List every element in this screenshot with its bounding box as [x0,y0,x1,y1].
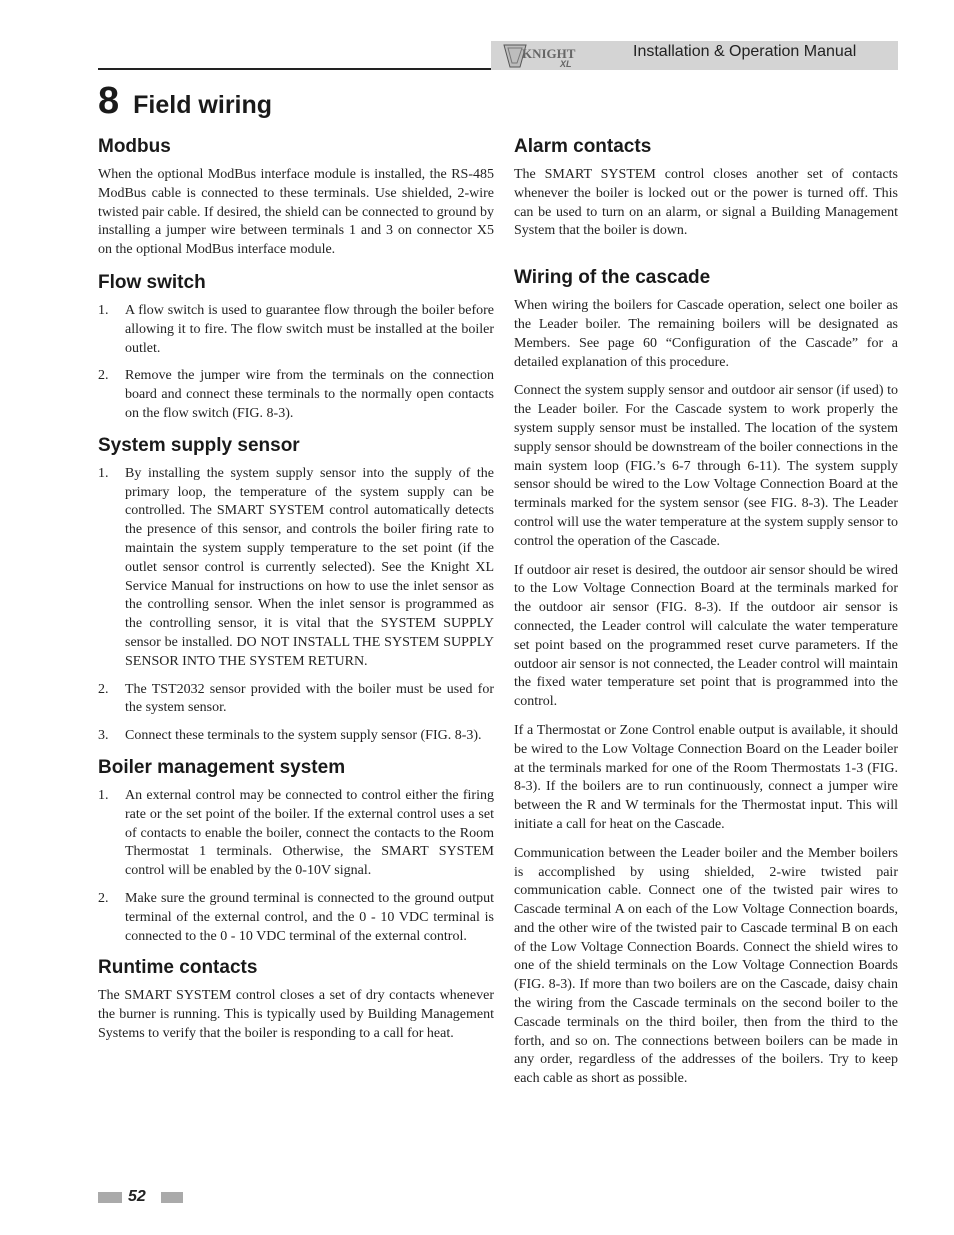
section-heading-system-supply-sensor: System supply sensor [98,434,300,456]
system-supply-sensor-list [98,465,494,746]
logo-text: KNIGHT [522,46,576,61]
section-heading-alarm-contacts: Alarm contacts [514,136,652,157]
section-heading-flow-switch: Flow switch [98,271,206,293]
footer-bar-right [161,1192,183,1203]
cascade-paragraph: Communication between the Leader boiler and the Member boilers is accomplished by using shielded, 2-wire twisted pair communication cable. Connect one of the twisted pair wires to Cascade terminal A on each of the Low Voltage Connection boards, and the other wire of the twisted pair to Cascade terminal B on each of the Low Voltage Connection Boards. Connect the shield wires to one of the shield terminals on the Low Voltage Connection Boards (FIG. 8-3). If more than two boilers are on the Cascade, daisy chain the wiring from the Cascade terminals on the second boiler to the Cascade terminals on the third boiler, then from the third to the forth, and so on. The connections between boilers can be made in any order, regardless of the addresses of the boilers. Try to keep each cable as short as possible. [514,845,898,1087]
flow-switch-list [98,302,494,424]
list-item: 2. Remove the jumper wire from the terminals on the connection board and connect these terminals to the normally open contacts on the flow switch (FIG. 8-3). [98,368,494,421]
cascade-paragraph: Connect the system supply sensor and outdoor air sensor (if used) to the Leader boiler. For the Cascade system to work properly the system supply sensor must be installed. The location of the system supply sensor should be downstream of the boiler connections in the main system loop (FIG.’s 6-7 through 6-11). The system supply sensor should be wired to the Low Voltage Connection Board at the terminals marked for the system sensor (see FIG. 8-3). The Leader control will use the water temperature at the system supply sensor to control the operation of the Cascade. [514,383,898,549]
section-heading-runtime-contacts: Runtime contacts [98,957,258,979]
logo-sub: XL [560,59,572,69]
section-heading-boiler-management: Boiler management system [98,756,346,778]
knight-xl-logo [500,41,586,70]
right-column [514,134,898,1099]
left-column [98,134,494,1054]
list-item: 1. By installing the system supply sensor into the supply of the primary loop, the temperature of the system supply can be controlled. The SMART SYSTEM control automatically detects the presence of this sensor, and controls the boiler firing rate to maintain the system supply temperature to the set point (if the outlet sensor control is currently selected). See the Knight XL Service Manual for instructions on how to use the inlet sensor as the controlling sensor. When the inlet sensor is programmed as the controlling sensor, it is vital that the SYSTEM SUPPLY sensor be installed. DO NOT INSTALL THE SYSTEM SUPPLY SENSOR INTO THE SYSTEM RETURN. [98,465,494,669]
section-heading-modbus: Modbus [98,136,171,157]
boiler-management-list [98,787,494,946]
alarm-contacts-text: The SMART SYSTEM control closes another set of contacts whenever the boiler is locked out or the power is turned off. This can be used to turn on an alarm, or signal a Building Management System that the boiler is down. [514,167,898,239]
runtime-contacts-text: The SMART SYSTEM control closes a set of dry contacts whenever the burner is running. This is typically used by Building Management Systems to verify that the boiler is responding to a call for heat. [98,988,494,1041]
footer-bar-left [98,1192,122,1203]
chapter-title: Field wiring [133,91,273,119]
chapter-number: 8 [98,80,120,122]
list-item: 1. An external control may be connected to control either the firing rate or the set point of the boiler. If the external control uses a set of contacts to enable the boiler, connect the contacts to the Room Thermostat 1 terminals. Otherwise, the SMART SYSTEM control will be enabled by the 0-10V signal. [98,787,494,879]
cascade-paragraph: If outdoor air reset is desired, the outdoor air sensor should be wired to the Low Voltage Connection Board at the terminals marked for the outdoor air sensor (FIG. 8-3). If the outdoor air sensor is connected, the Leader control will calculate the water temperature set point based on the programmed reset curve parameters. If the outdoor air sensor is not connected, the Leader control will maintain the fixed water temperature set point that is programmed into the control. [514,562,898,710]
section-heading-cascade: Wiring of the cascade [514,267,711,289]
list-item: 3. Connect these terminals to the system supply sensor (FIG. 8-3). [98,728,482,744]
modbus-text: When the optional ModBus interface module is installed, the RS-485 ModBus cable is connected to these terminals. Use shielded, 2-wire twisted pair cable. If desired, the shield can be connected to ground by installing a jumper wire between terminals 1 and 3 on connector X5 on the optional ModBus interface module. [98,167,494,258]
manual-title: Installation & Operation Manual [633,43,857,60]
cascade-paragraph: When wiring the boilers for Cascade operation, select one boiler as the Leader boiler. The remaining boilers will be designated as Members. See page 60 “Configuration of the Cascade” for a detailed explanation of this procedure. [514,298,898,370]
page-number: 52 [128,1188,146,1205]
list-item: 2. The TST2032 sensor provided with the boiler must be used for the system sensor. [98,681,494,716]
list-item: 2. Make sure the ground terminal is connected to the ground output terminal of the external control, and the 0 - 10 VDC terminal is connected to the 0 - 10 VDC terminal of the external control. [98,890,494,944]
chapter-heading [98,80,272,123]
cascade-paragraph: If a Thermostat or Zone Control enable output is available, it should be wired to the Low Voltage Connection Board on the Leader boiler at the terminals marked for one of the Room Thermostats 1-3 (FIG. 8-3). If the boilers are to run continuously, connect a jumper wire between the R and W terminals for the Thermostat input. This will initiate a call for heat on the Cascade. [514,722,898,832]
list-item: 1. A flow switch is used to guarantee flow through the boiler before allowing it to fire. The flow switch must be installed at the boiler outlet. [98,302,494,356]
